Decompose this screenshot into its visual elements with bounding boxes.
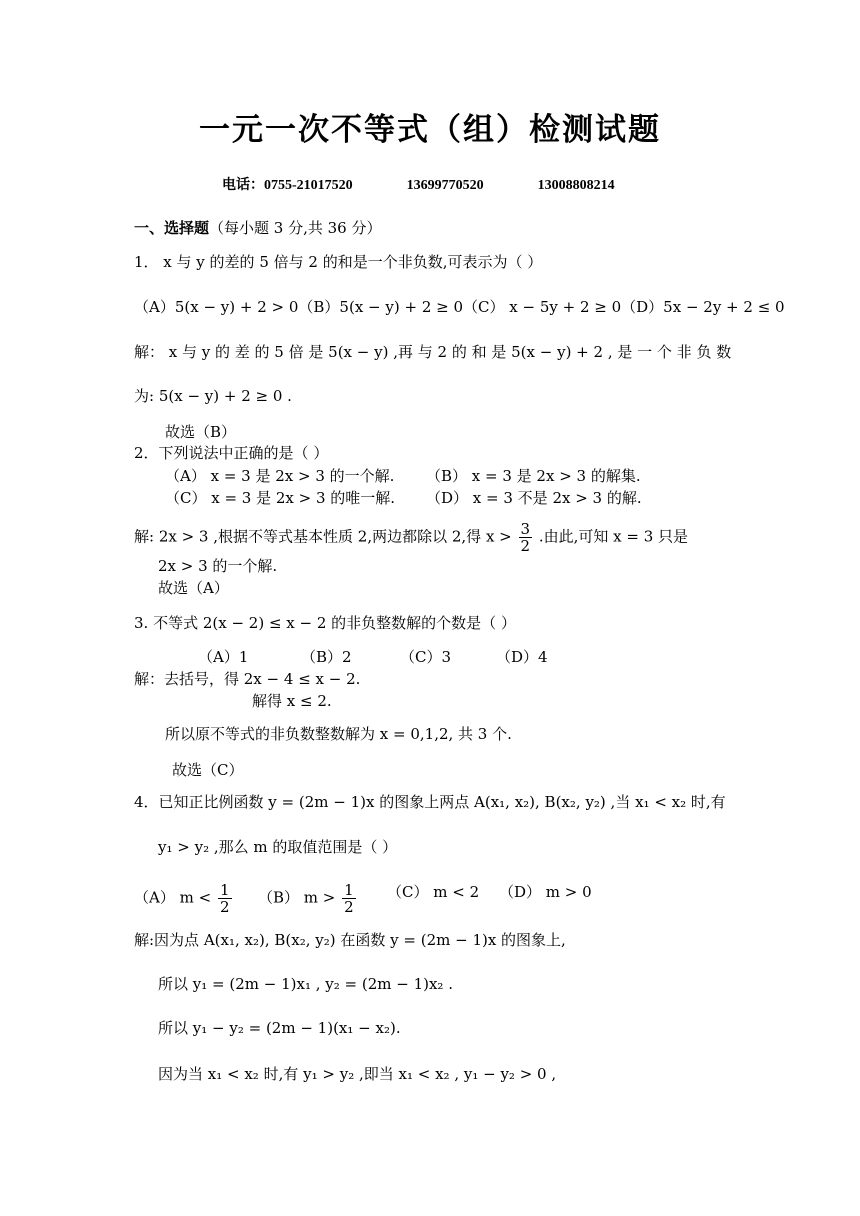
q1-options: （A）5(x − y) + 2 > 0（B）5(x − y) + 2 ≥ 0（C） x − 5y + 2 ≥ 0（D）5x − 2y + 2 ≤ 0 xyxy=(134,298,785,316)
q2-stem: 2．下列说法中正确的是（ ） xyxy=(134,444,329,462)
q4-option-b-fraction xyxy=(342,882,356,915)
q2-option-c: （C） x = 3 是 2x > 3 的唯一解. xyxy=(165,489,396,507)
phone-line xyxy=(222,174,615,194)
q4-stem-line1: 4．已知正比例函数 y = (2m − 1)x 的图象上两点 A(x₁, x₂), B(x₂, y₂) ,当 x₁ < x₂ 时,有 xyxy=(134,793,726,811)
q4-option-c: （C） m < 2 xyxy=(387,883,480,901)
q4-option-a-fraction xyxy=(218,882,232,915)
section-note: （每小题 3 分,共 36 分） xyxy=(209,219,382,237)
q4-option-a-text: （A） m < xyxy=(134,888,212,907)
q4-option-a-numerator: 1 xyxy=(219,881,230,899)
q4-option-b-text: （B） m > xyxy=(258,888,336,907)
q2-answer: 故选（A） xyxy=(158,579,229,597)
q2-solution-line2: 2x > 3 的一个解. xyxy=(158,557,278,575)
q1-solution-line1: 解： x 与 y 的 差 的 5 倍 是 5(x − y) ,再 与 2 的 和 是 5(x − y) + 2 , 是 一 个 非 负 数 xyxy=(134,343,732,361)
q2-option-b: （B） x = 3 是 2x > 3 的解集. xyxy=(426,467,641,485)
q3-answer: 故选（C） xyxy=(172,761,244,779)
q2-option-d: （D） x = 3 不是 2x > 3 的解. xyxy=(426,489,642,507)
q2-fraction xyxy=(519,521,533,554)
q3-solution-line2: 解得 x ≤ 2. xyxy=(252,692,332,710)
page-title: 一元一次不等式（组）检测试题 xyxy=(199,112,661,148)
q1-solution-line2: 为: 5(x − y) + 2 ≥ 0 . xyxy=(134,387,292,405)
q4-solution-line3: 所以 y₁ − y₂ = (2m − 1)(x₁ − x₂). xyxy=(158,1019,401,1037)
q4-solution-line2: 所以 y₁ = (2m − 1)x₁ , y₂ = (2m − 1)x₂ . xyxy=(158,975,453,993)
phone-number-3: 13008808214 xyxy=(537,178,615,193)
q3-solution-line3: 所以原不等式的非负数整数解为 x = 0,1,2, 共 3 个. xyxy=(165,725,512,743)
q2-fraction-numerator: 3 xyxy=(520,520,531,538)
q4-stem-line2: y₁ > y₂ ,那么 m 的取值范围是（ ） xyxy=(158,838,398,856)
q2-option-a: （A） x = 3 是 2x > 3 的一个解. xyxy=(165,467,395,485)
phone-label: 电话：0755-21017520 xyxy=(222,178,353,193)
q3-option-b: （B）2 xyxy=(301,648,352,666)
q4-option-a-denominator: 2 xyxy=(219,898,230,916)
q4-solution-line1: 解:因为点 A(x₁, x₂), B(x₂, y₂) 在函数 y = (2m − 1)x 的图象上, xyxy=(134,931,566,949)
q4-option-b xyxy=(258,882,356,915)
q3-option-c: （C）3 xyxy=(400,648,452,666)
section-title: 一、选择题 xyxy=(134,219,210,237)
q3-stem: 3. 不等式 2(x − 2) ≤ x − 2 的非负整数解的个数是（ ） xyxy=(134,614,516,632)
q4-option-d: （D） m > 0 xyxy=(499,883,592,901)
q3-solution-line1: 解：去括号，得 2x − 4 ≤ x − 2. xyxy=(134,670,361,688)
q4-option-a xyxy=(134,882,232,915)
q4-option-b-denominator: 2 xyxy=(344,898,354,916)
section-heading xyxy=(134,218,382,238)
q1-answer: 故选（B） xyxy=(165,423,237,441)
q2-fraction-denominator: 2 xyxy=(520,537,531,555)
q3-option-d: （D）4 xyxy=(496,648,548,666)
q2-solution-text-a: 解: 2x > 3 ,根据不等式基本性质 2,两边都除以 2,得 x > xyxy=(134,527,512,546)
q4-solution-line4: 因为当 x₁ < x₂ 时,有 y₁ > y₂ ,即当 x₁ < x₂ , y₁ − y₂ > 0 , xyxy=(158,1065,557,1083)
q4-option-b-numerator: 1 xyxy=(344,881,354,899)
q2-solution-text-b: .由此,可知 x = 3 只是 xyxy=(538,527,689,546)
q3-option-a: （A）1 xyxy=(198,648,249,666)
phone-number-2: 13699770520 xyxy=(406,178,484,193)
q1-stem: 1． x 与 y 的差的 5 倍与 2 的和是一个非负数,可表示为（ ） xyxy=(134,253,543,271)
q2-solution-line1 xyxy=(134,521,688,554)
